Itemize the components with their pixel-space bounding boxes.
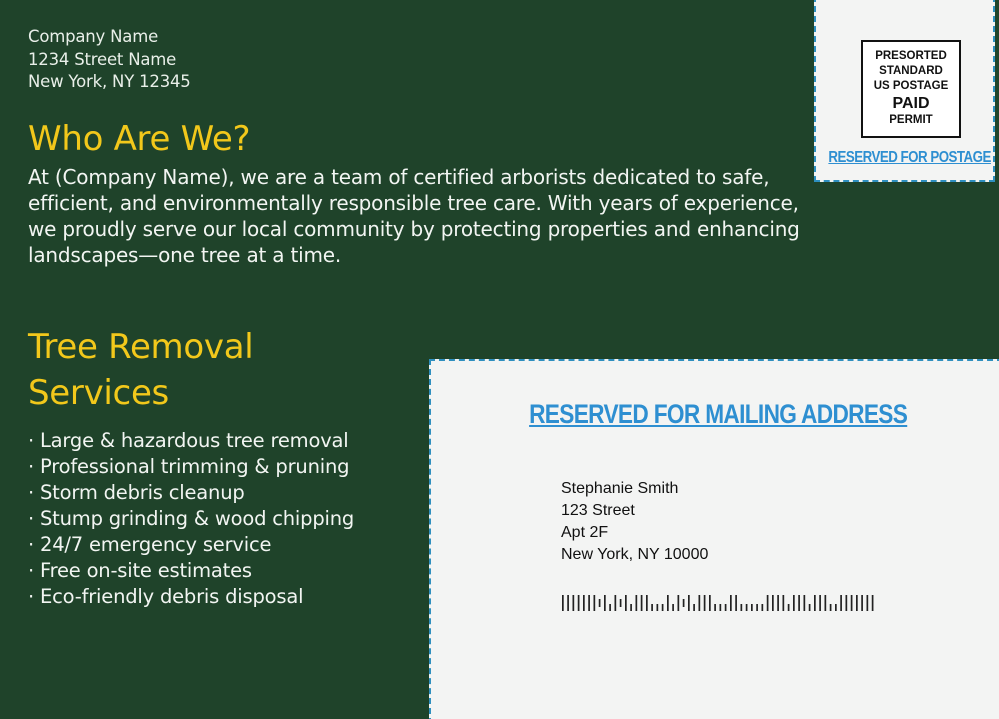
barcode-bar: [615, 595, 617, 611]
reserved-postage-label: RESERVED FOR POSTAGE: [828, 149, 991, 166]
barcode-bar: [683, 599, 685, 607]
indicia-permit: PERMIT: [889, 114, 933, 126]
barcode-bar: [636, 595, 638, 611]
service-item: · 24/7 emergency service: [28, 533, 272, 556]
barcode-bar: [835, 604, 837, 611]
return-company-name: Company Name: [28, 27, 159, 46]
barcode-bar: [662, 604, 664, 611]
recipient-name: Stephanie Smith: [561, 480, 679, 497]
barcode-bar: [573, 595, 575, 611]
barcode-bar: [804, 595, 806, 611]
barcode-bar: [777, 595, 779, 611]
service-item: · Storm debris cleanup: [28, 481, 245, 504]
barcode-bar: [756, 604, 758, 611]
barcode-bar: [772, 595, 774, 611]
service-item: · Free on-site estimates: [28, 559, 252, 582]
barcode-bar: [730, 595, 732, 611]
return-city-state-zip: New York, NY 12345: [28, 72, 191, 91]
barcode-bar: [720, 604, 722, 611]
barcode-bar: [762, 604, 764, 611]
barcode-bar: [646, 595, 648, 611]
barcode-bar: [846, 595, 848, 611]
barcode-bar: [735, 595, 737, 611]
barcode-bar: [693, 604, 695, 611]
service-item: · Professional trimming & pruning: [28, 455, 350, 478]
services-heading: Tree Removal Services: [28, 327, 254, 413]
barcode-bar: [840, 595, 842, 611]
barcode-bar: [651, 604, 653, 611]
mailing-address-area: [429, 359, 999, 719]
barcode-bar: [641, 595, 643, 611]
about-heading: Who Are We?: [28, 119, 251, 159]
barcode-bar: [583, 595, 585, 611]
barcode-bar: [688, 595, 690, 611]
barcode-bar: [672, 604, 674, 611]
barcode-bar: [630, 604, 632, 611]
postal-barcode: [562, 595, 882, 615]
service-item: · Large & hazardous tree removal: [28, 429, 349, 452]
barcode-bar: [783, 595, 785, 611]
barcode-bar: [856, 595, 858, 611]
barcode-bar: [620, 599, 622, 607]
about-body: At (Company Name), we are a team of certified arborists dedicated to safe, efficient, and environmentally responsible tree care. With years of experience, we proudly serve our local community by protecting properties and enhancing landscapes—one tree at a time.: [28, 165, 800, 267]
recipient-city-state-zip: New York, NY 10000: [561, 546, 709, 563]
barcode-bar: [788, 604, 790, 611]
service-item: · Stump grinding & wood chipping: [28, 507, 355, 530]
barcode-bar: [725, 604, 727, 611]
recipient-address: [561, 478, 708, 566]
barcode-bar: [709, 595, 711, 611]
barcode-bar: [678, 595, 680, 611]
return-address: [28, 26, 191, 94]
indicia-us-postage: US POSTAGE: [873, 80, 949, 92]
postage-indicia: [861, 40, 961, 138]
services-list: [28, 428, 373, 610]
barcode-bar: [567, 595, 569, 611]
barcode-bar: [814, 595, 816, 611]
indicia-standard: STANDARD: [879, 65, 943, 77]
barcode-bar: [751, 604, 753, 611]
barcode-bar: [714, 604, 716, 611]
barcode-bar: [746, 604, 748, 611]
barcode-bar: [667, 595, 669, 611]
barcode-bar: [861, 595, 863, 611]
barcode-bar: [599, 599, 601, 607]
barcode-bar: [851, 595, 853, 611]
barcode-bar: [819, 595, 821, 611]
barcode-bar: [588, 595, 590, 611]
recipient-street: 123 Street: [561, 502, 635, 519]
recipient-unit: Apt 2F: [561, 524, 609, 541]
barcode-bar: [704, 595, 706, 611]
return-street: 1234 Street Name: [28, 49, 177, 69]
barcode-bar: [830, 604, 832, 611]
barcode-bar: [793, 595, 795, 611]
indicia-paid: PAID: [892, 95, 930, 112]
barcode-bar: [604, 595, 606, 611]
service-item: · Eco-friendly debris disposal: [28, 585, 304, 608]
barcode-bar: [867, 595, 869, 611]
barcode-bar: [798, 595, 800, 611]
barcode-bar: [625, 595, 627, 611]
barcode-bar: [809, 604, 811, 611]
barcode-bar: [825, 595, 827, 611]
barcode-bar: [741, 604, 743, 611]
barcode-bar: [562, 595, 564, 611]
barcode-bar: [699, 595, 701, 611]
barcode-bar: [594, 595, 596, 611]
barcode-bar: [767, 595, 769, 611]
barcode-bar: [578, 595, 580, 611]
barcode-bar: [657, 604, 659, 611]
barcode-bar: [609, 604, 611, 611]
indicia-presorted: PRESORTED: [875, 50, 947, 62]
barcode-bar: [872, 595, 874, 611]
reserved-mailing-label: RESERVED FOR MAILING ADDRESS: [529, 399, 908, 429]
postage-area: [814, 0, 995, 182]
